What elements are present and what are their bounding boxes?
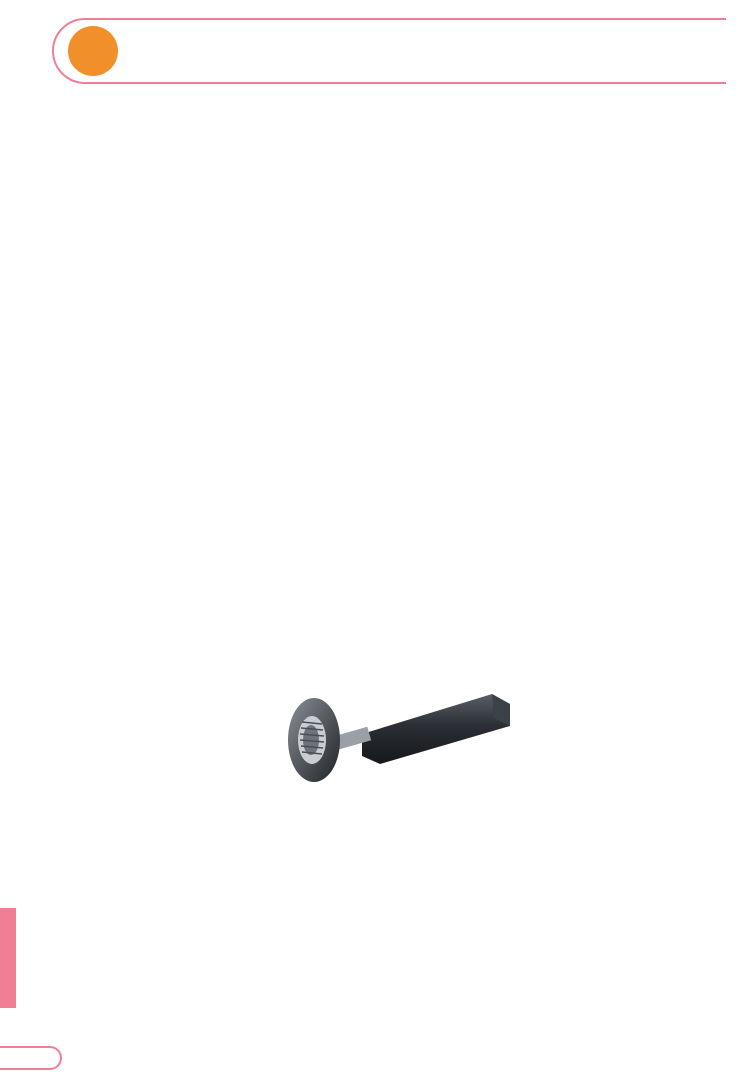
side-tab	[0, 908, 16, 1008]
thread-gauge-image	[282, 686, 512, 786]
page-number	[0, 1046, 62, 1070]
logo-circle	[68, 26, 118, 76]
header-frame-edge	[726, 16, 755, 88]
header-frame	[52, 18, 752, 84]
